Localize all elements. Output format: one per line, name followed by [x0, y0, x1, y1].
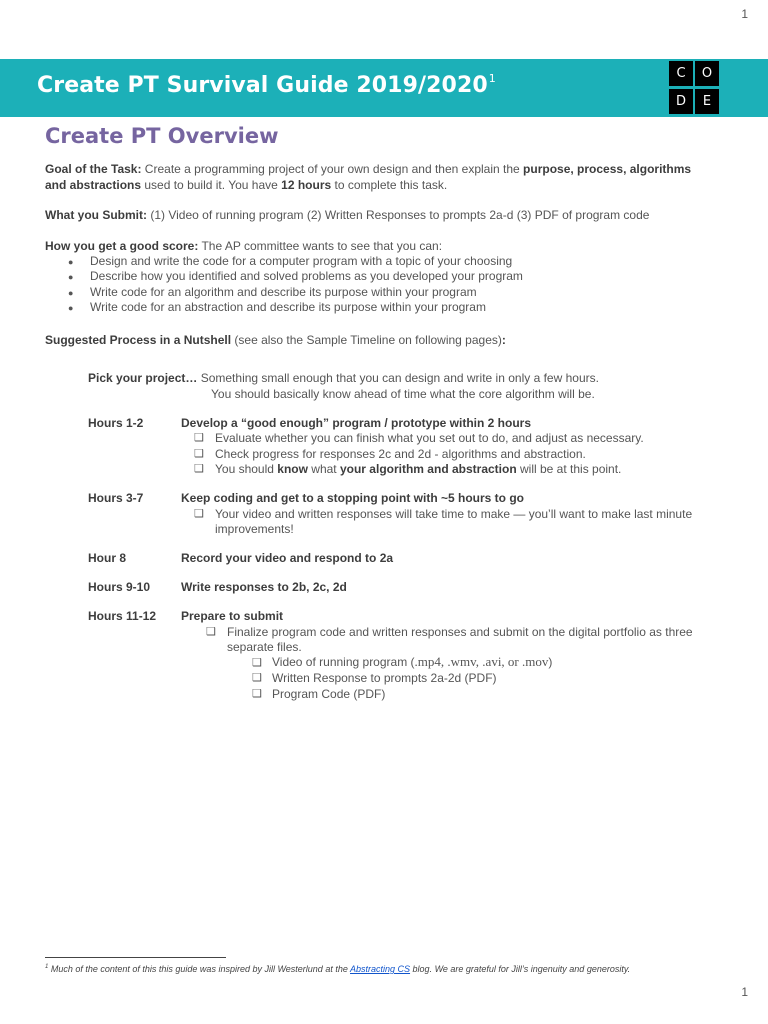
logo-letter: C [669, 61, 693, 86]
footnote-rule [45, 957, 226, 958]
checkbox-icon: ❑ [252, 657, 262, 669]
hours-label: Hours 3-7 [88, 491, 144, 505]
submit-file-item: Program Code (PDF) [272, 687, 386, 701]
footnote: $^1$ Much of the content of this this guide was inspired by Jill Westerlund at the Abstracting CS blog. We are grateful for Jill’s ingenuity and generosity. [45, 964, 631, 974]
hours-label: Hours 11-12 [88, 609, 157, 623]
section-heading: Create PT Overview [45, 124, 279, 148]
hours-title: Record your video and respond to 2a [181, 551, 394, 565]
bullet-icon: ● [68, 303, 74, 313]
hours-item: Evaluate whether you can finish what you set out to do, and adjust as necessary. [215, 431, 644, 445]
bullet-icon: ● [68, 272, 74, 282]
pick-line-2: You should basically know ahead of time what the core algorithm will be. [211, 387, 595, 401]
page-number-bottom: 1 [741, 985, 748, 999]
bullet-icon: ● [68, 257, 74, 267]
checkbox-icon: ❑ [252, 688, 262, 700]
checkbox-icon: ❑ [194, 448, 204, 460]
hours-title: Write responses to 2b, 2c, 2d [181, 580, 347, 594]
hours-title: Develop a “good enough” program / prototype within 2 hours [181, 416, 532, 430]
hours-label: Hours 1-2 [88, 416, 144, 430]
score-line: How you get a good score: The AP committee wants to see that you can: [45, 239, 443, 253]
score-bullet: Describe how you identified and solved problems as you developed your program [90, 269, 523, 283]
score-bullet: Design and write the code for a computer program with a topic of your choosing [90, 254, 513, 268]
logo-letter: E [695, 89, 719, 114]
title-banner [0, 59, 768, 117]
abstracting-cs-link[interactable]: Abstracting CS [350, 964, 411, 974]
hours-item-continued: improvements! [215, 522, 294, 536]
document-title: Create PT Survival Guide 2019/2020$^1$ [37, 72, 496, 98]
hours-item-continued: separate files. [227, 640, 302, 654]
pick-line-1: Pick your project… Something small enough that you can design and write in only a few hours. [88, 371, 599, 385]
checkbox-icon: ❑ [194, 432, 204, 444]
bullet-icon: ● [68, 288, 74, 298]
checkbox-icon: ❑ [252, 672, 262, 684]
logo-letter: D [669, 89, 693, 114]
checkbox-icon: ❑ [206, 626, 216, 638]
goal-line-2: and abstractions used to build it. You have 12 hours to complete this task. [45, 178, 448, 192]
hours-label: Hour 8 [88, 551, 127, 565]
hours-item: You should know what your algorithm and abstraction will be at this point. [215, 462, 622, 476]
submit-file-item: Written Response to prompts 2a-2d (PDF) [272, 671, 497, 685]
logo-letter: O [695, 61, 719, 86]
checkbox-icon: ❑ [194, 463, 204, 475]
score-bullet: Write code for an abstraction and describe its purpose within your program [90, 300, 486, 314]
hours-title: Keep coding and get to a stopping point with ~5 hours to go [181, 491, 524, 505]
hours-label: Hours 9-10 [88, 580, 151, 594]
goal-line-1: Goal of the Task: Create a programming project of your own design and then explain the purpose, process, algorithms [45, 162, 692, 176]
submit-line: What you Submit: (1) Video of running program (2) Written Responses to prompts 2a-d (3) PDF of program code [45, 208, 650, 222]
hours-item: Finalize program code and written responses and submit on the digital portfolio as three [227, 625, 693, 639]
title-footnote-mark: 1 [488, 72, 496, 85]
submit-file-item: Video of running program (.mp4, .wmv, .avi, or .mov) [272, 654, 553, 669]
hours-item: Check progress for responses 2c and 2d - algorithms and abstraction. [215, 447, 586, 461]
score-bullet: Write code for an algorithm and describe its purpose within your program [90, 285, 477, 299]
hours-item: Your video and written responses will take time to make — you’ll want to make last minute [215, 507, 693, 521]
process-line: Suggested Process in a Nutshell (see also the Sample Timeline on following pages): [45, 333, 506, 347]
checkbox-icon: ❑ [194, 508, 204, 520]
hours-title: Prepare to submit [181, 609, 284, 623]
page-number-top: 1 [741, 7, 748, 21]
code-org-logo [669, 61, 720, 115]
